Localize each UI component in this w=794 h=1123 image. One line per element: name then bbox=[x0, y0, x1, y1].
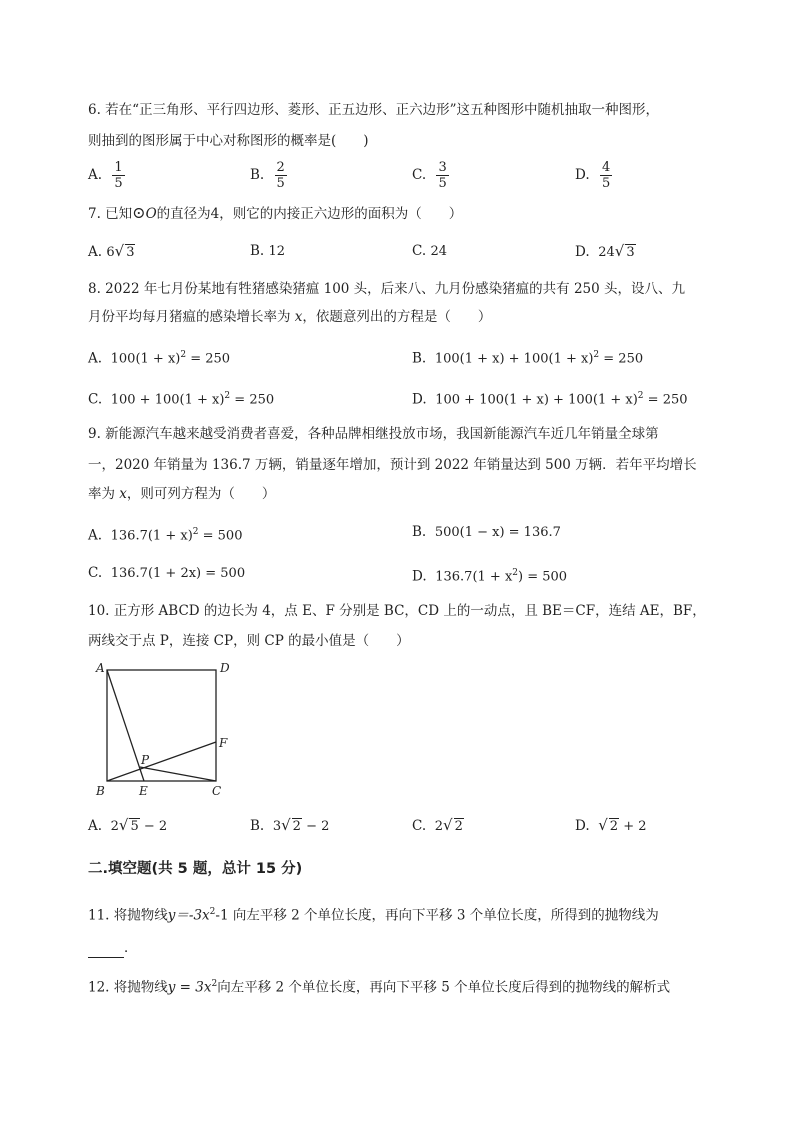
q8-option-d[interactable]: D. $100 + 100(1 + x) + 100(1 + x)^2 = 250$ bbox=[412, 391, 688, 408]
q6-option-c[interactable]: C. $\frac{3}{5}$ bbox=[412, 160, 447, 191]
square-abcd bbox=[107, 670, 216, 781]
q9-option-c[interactable]: C. 136.7(1 + 2x) = 500 bbox=[88, 565, 246, 581]
q12-text-line1: 12. 将抛物线$y = 3x^2$向左平移 2 个单位长度，再向下平移 5 个单位长度后得到的抛物线的解析式 bbox=[88, 979, 671, 996]
q10-option-c[interactable]: C. 2√ 2 bbox=[412, 816, 463, 834]
q6-text-line1: 6. 若在“正三角形、平行四边形、菱形、正五边形、正六边形”这五种图形中随机抽取一种图形， bbox=[88, 102, 659, 118]
q10-option-d[interactable]: D. √ 2 + 2 bbox=[575, 816, 647, 834]
label-f: F bbox=[219, 736, 228, 750]
q11-answer-line: ． bbox=[88, 938, 138, 958]
q10-text-line2: 两线交于点 P，连接 CP，则 CP 的最小值是（ ） bbox=[88, 633, 410, 649]
q9-option-d[interactable]: D. $136.7(1 + x^2) = 500$ bbox=[412, 568, 568, 585]
label-p: P bbox=[141, 753, 150, 767]
segment-bf bbox=[107, 742, 216, 781]
q8-option-b[interactable]: B. $100(1 + x) + 100(1 + x)^2 = 250$ bbox=[412, 350, 644, 367]
section-title: 二.填空题(共 5 题，总计 15 分) bbox=[88, 861, 303, 877]
q6-option-a[interactable]: A. $\frac{1}{5}$ bbox=[88, 160, 123, 191]
segment-ae bbox=[107, 670, 144, 781]
q7-option-c[interactable]: C. 24 bbox=[412, 243, 447, 259]
label-e: E bbox=[139, 784, 148, 798]
q9-text-line3: 率为 x，则可列方程为（ ） bbox=[88, 486, 276, 502]
q6-option-b[interactable]: B. $\frac{2}{5}$ bbox=[250, 160, 285, 191]
q9-option-b[interactable]: B. 500(1 − x) = 136.7 bbox=[412, 524, 561, 540]
q7-text: 7. 已知⊙O的直径为4，则它的内接正六边形的面积为（ ） bbox=[88, 203, 463, 222]
fraction: $\frac{2}{5}$ bbox=[276, 160, 285, 191]
q8-option-c[interactable]: C. $100 + 100(1 + x)^2 = 250$ bbox=[88, 391, 275, 408]
q7-option-b[interactable]: B. 12 bbox=[250, 243, 286, 259]
fraction: $\frac{4}{5}$ bbox=[601, 160, 611, 191]
answer-blank[interactable] bbox=[88, 943, 124, 958]
q11-text-line1: 11. 将抛物线$y=-3x^2-1$ 向左平移 2 个单位长度，再向下平移 3 个单位长度，所得到的抛物线为 bbox=[88, 907, 659, 924]
q7-option-d[interactable]: D. 24√ 3 bbox=[575, 242, 635, 260]
fraction: $\frac{3}{5}$ bbox=[438, 160, 447, 191]
q9-text-line1: 9. 新能源汽车越来越受消费者喜爱，各种品牌相继投放市场，我国新能源汽车近几年销量全球第 bbox=[88, 426, 659, 442]
segment-cp bbox=[140, 767, 216, 781]
q8-text-line2: 月份平均每月猪瘟的感染增长率为 x，依题意列出的方程是（ ） bbox=[88, 309, 492, 325]
q7-option-a[interactable]: A. 6√ 3 bbox=[88, 242, 135, 260]
label-d: D bbox=[220, 661, 230, 675]
fraction: $\frac{1}{5}$ bbox=[114, 160, 123, 191]
q8-option-a[interactable]: A. $100(1 + x)^2 = 250$ bbox=[88, 350, 231, 367]
q10-option-b[interactable]: B. 3√ 2 − 2 bbox=[250, 816, 330, 834]
q9-text-line2: 一，2020 年销量为 136.7 万辆，销量逐年增加，预计到 2022 年销量达到 500 万辆．若年平均增长 bbox=[88, 457, 697, 473]
label-a: A bbox=[96, 661, 105, 675]
square-abcd-figure bbox=[90, 658, 240, 800]
circle-symbol-icon: ⊙ bbox=[132, 203, 146, 222]
q10-text-line1: 10. 正方形 ABCD 的边长为 4，点 E、F 分别是 BC，CD 上的一动点，且 BE＝CF，连结 AE，BF， bbox=[88, 603, 706, 619]
q10-option-a[interactable]: A. 2√ 5 − 2 bbox=[88, 816, 168, 834]
q9-option-a[interactable]: A. $136.7(1 + x)^2 = 500$ bbox=[88, 527, 243, 544]
label-b: B bbox=[96, 784, 105, 798]
label-c: C bbox=[212, 784, 222, 798]
q8-text-line1: 8. 2022 年七月份某地有牲猪感染猪瘟 100 头，后来八、九月份感染猪瘟的共有 250 头，设八、九 bbox=[88, 281, 686, 297]
q6-option-d[interactable]: D. $\frac{4}{5}$ bbox=[575, 160, 611, 191]
q6-text-line2: 则抽到的图形属于中心对称图形的概率是( ) bbox=[88, 133, 369, 149]
